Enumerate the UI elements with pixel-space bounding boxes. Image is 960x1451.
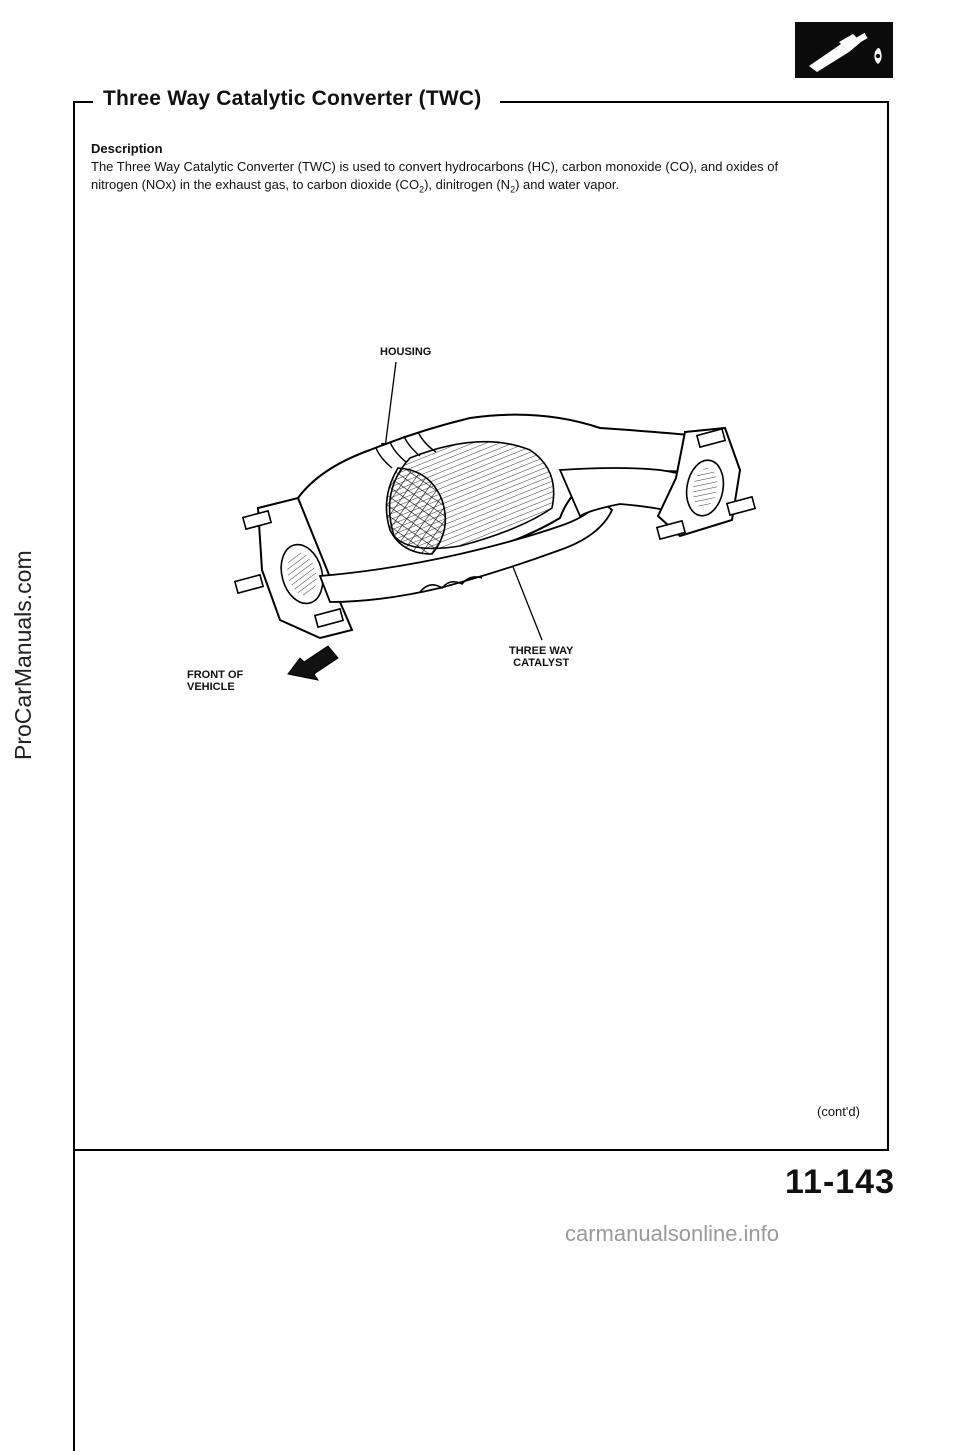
page-number: 11-143 [785, 1163, 895, 1201]
side-watermark: ProCarManuals.com [10, 550, 36, 760]
catalytic-converter-illustration [180, 340, 780, 710]
section-badge [795, 22, 893, 78]
front-of-vehicle-label: FRONT OF VEHICLE [187, 669, 244, 693]
housing-label: HOUSING [380, 346, 432, 358]
frame-left [73, 101, 75, 1451]
footer-watermark: carmanualsonline.info [565, 1221, 780, 1246]
description-line-1: The Three Way Catalytic Converter (TWC) is used to convert hydrocarbons (HC), carbon monoxide (CO), and oxides of [91, 159, 779, 174]
frame-bottom [73, 1149, 889, 1151]
description-heading: Description [91, 141, 163, 156]
description-text [91, 158, 881, 199]
housing-pointer [385, 362, 396, 448]
frame-right [887, 101, 889, 1151]
front-direction-arrow [288, 646, 338, 680]
description-line-2: nitrogen (NOx) in the exhaust gas, to carbon dioxide $(CO_2)$, dinitrogen $(N_2)$ and water vapor. [91, 177, 620, 195]
continued-note: (cont'd) [817, 1104, 860, 1119]
fuel-nozzle-icon [795, 22, 893, 78]
frame-top-left [73, 101, 93, 103]
page-title: Three Way Catalytic Converter (TWC) [103, 87, 489, 111]
catalyst-label: THREE WAY CATALYST [509, 645, 574, 669]
frame-top-right [500, 101, 889, 103]
